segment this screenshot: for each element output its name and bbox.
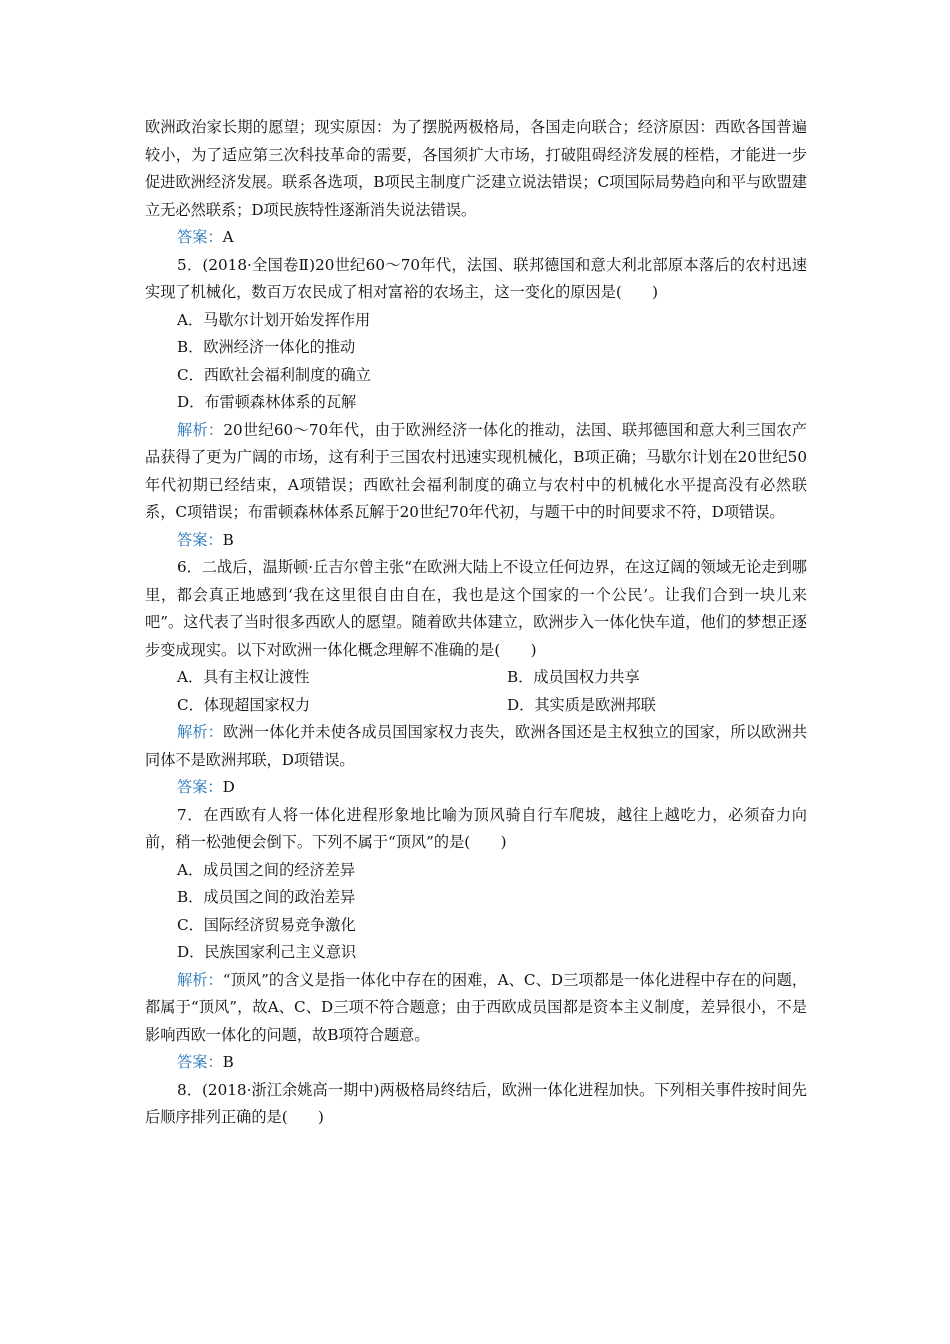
q5-stem: 5．(2018·全国卷Ⅱ)20世纪60～70年代，法国、联邦德国和意大利北部原本落后的农村迅速实现了机械化，数百万农民成了相对富裕的农场主，这一变化的原因是( ) [145, 255, 807, 301]
analysis-text: “顶风”的含义是指一体化中存在的困难，A、C、D三项都是一体化进程中存在的问题，都属于“顶风”，故A、C、D三项不符合题意；由于西欧成员国都是资本主义制度，差异很小，不是影响西欧一体化的问题，故B项符合题意。 [145, 970, 808, 1044]
q7-option-d: D．民族国家利己主义意识 [177, 943, 357, 961]
q6-options-row-1 [145, 664, 807, 692]
analysis-text: 20世纪60～70年代，由于欧洲经济一体化的推动，法国、联邦德国和意大利三国农产品获得了更为广阔的市场，这有利于三国农村迅速实现机械化，B项正确；马歇尔计划在20世纪50年代初期已经结束，A项错误；西欧社会福利制度的确立与农村中的机械化水平提高没有必然联系，C项错误；布雷顿森林体系瓦解于20世纪70年代初，与题干中的时间要求不符，D项错误。 [145, 420, 807, 521]
q6-options-row-2 [145, 692, 807, 720]
q8-stem: 8．(2018·浙江余姚高一期中)两极格局终结后，欧洲一体化进程加快。下列相关事件按时间先后顺序排列正确的是( ) [145, 1080, 807, 1126]
q6-option-c: C．体现超国家权力 [177, 695, 311, 714]
q5-analysis [145, 417, 807, 527]
document-page [145, 114, 807, 1132]
q6-option-d: D．其实质是欧洲邦联 [507, 695, 656, 714]
answer-label: 答案： [177, 1053, 223, 1071]
q4-analysis-tail: 欧洲政治家长期的愿望；现实原因：为了摆脱两极格局，各国走向联合；经济原因：西欧各国普遍较小，为了适应第三次科技革命的需要，各国须扩大市场，打破阻碍经济发展的桎梏，才能进一步促进欧洲经济发展。联系各选项，B项民主制度广泛建立说法错误；C项国际局势趋向和平与欧盟建立无必然联系；D项民族特性逐渐消失说法错误。 [145, 118, 807, 219]
q5-option-a: A．马歇尔计划开始发挥作用 [177, 310, 371, 329]
analysis-label: 解析： [177, 970, 223, 989]
q7-option-b: B．成员国之间的政治差异 [177, 888, 356, 906]
answer-value: A [222, 228, 234, 246]
analysis-label: 解析： [177, 723, 224, 741]
q7-answer [145, 1049, 807, 1077]
answer-value: D [222, 778, 235, 796]
analysis-text: 欧洲一体化并未使各成员国国家权力丧失，欧洲各国还是主权独立的国家，所以欧洲共同体不是欧洲邦联，D项错误。 [145, 723, 808, 769]
answer-label: 答案： [177, 778, 223, 796]
q6-stem: 6．二战后，温斯顿·丘吉尔曾主张“在欧洲大陆上不设立任何边界，在这辽阔的领域无论走到哪里，都会真正地感到‘我在这里很自由自在，我也是这个国家的一个公民’。让我们合到一块儿来吧”。这代表了当时很多西欧人的愿望。随着欧共体建立，欧洲步入一体化快车道，他们的梦想正逐步变成现实。以下对欧洲一体化概念理解不准确的是( ) [145, 558, 807, 659]
q4-answer [145, 224, 807, 252]
q6-answer [145, 774, 807, 802]
q7-option-a: A．成员国之间的经济差异 [177, 860, 356, 879]
answer-label: 答案： [177, 228, 223, 246]
q6-option-b: B．成员国权力共享 [507, 668, 640, 686]
analysis-label: 解析： [177, 420, 224, 439]
q6-analysis [145, 719, 807, 774]
q5-option-c: C．西欧社会福利制度的确立 [177, 365, 371, 384]
answer-label: 答案： [177, 530, 223, 549]
q5-option-d: D．布雷顿森林体系的瓦解 [177, 393, 357, 411]
q5-option-b: B．欧洲经济一体化的推动 [177, 338, 356, 356]
q7-stem: 7．在西欧有人将一体化进程形象地比喻为顶风骑自行车爬坡，越往上越吃力，必须奋力向前，稍一松弛便会倒下。下列不属于“顶风”的是( ) [145, 805, 807, 851]
answer-value: B [222, 1053, 234, 1071]
q5-answer [145, 527, 807, 555]
q6-option-a: A．具有主权让渡性 [177, 668, 310, 686]
answer-value: B [222, 530, 234, 549]
q7-analysis [145, 967, 807, 1050]
q7-option-c: C．国际经济贸易竞争激化 [177, 915, 356, 934]
